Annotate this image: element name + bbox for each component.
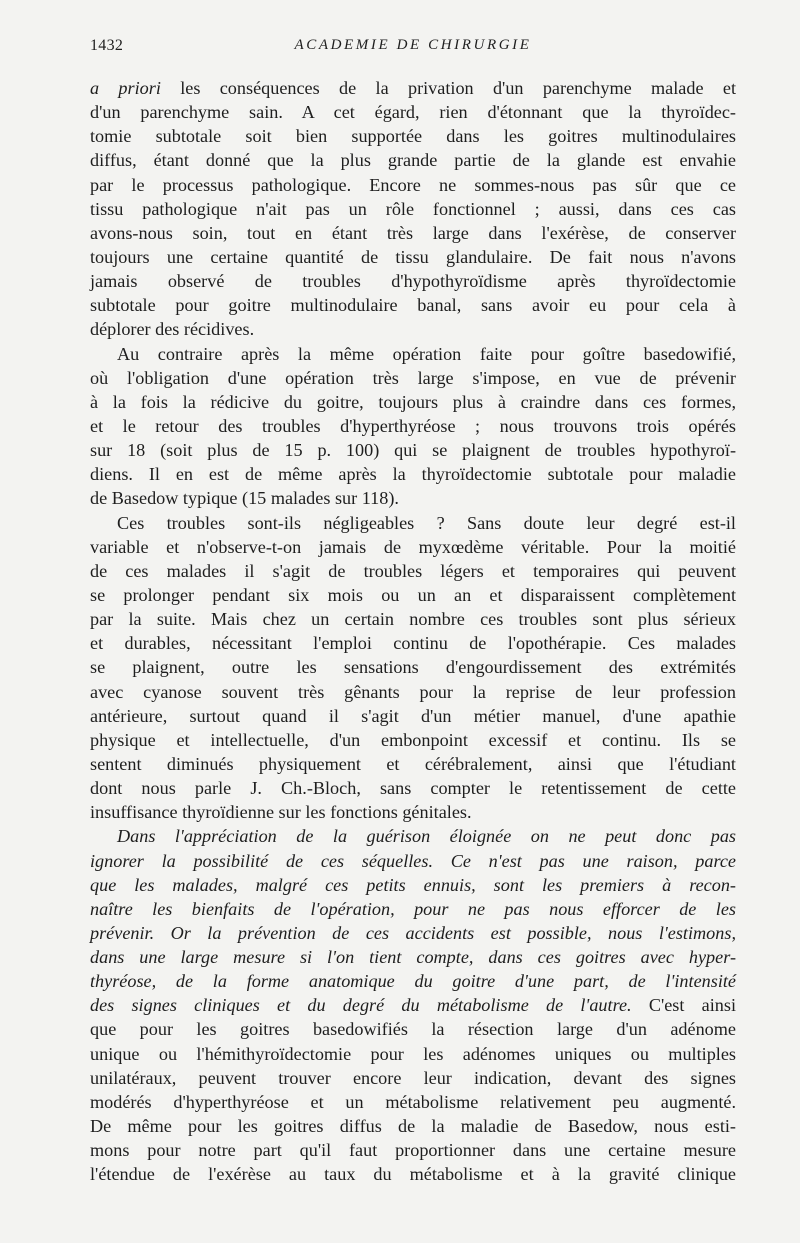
text-line	[90, 993, 736, 1017]
text-segment: les conséquences de la privation d'un parenchyme malade et	[160, 78, 736, 98]
paragraph	[90, 511, 736, 825]
text-line	[90, 607, 736, 631]
text-line	[90, 245, 736, 269]
text-segment: variable et n'observe-t-on jamais de myxœdème véritable. Pour la moitié	[90, 536, 736, 557]
text-segment: de Basedow typique (15 malades sur 118).	[90, 488, 399, 509]
text-line	[90, 680, 736, 704]
text-segment: antérieure, surtout quand il s'agit d'un métier manuel, d'une apathie	[90, 705, 736, 726]
text-line	[90, 776, 736, 800]
text-segment: se plaignent, outre les sensations d'engourdissement des extrémités	[90, 657, 736, 678]
text-segment: tissu pathologique n'ait pas un rôle fonctionnel ; aussi, dans ces cas	[90, 198, 736, 219]
text-line	[90, 824, 736, 848]
text-line	[90, 1114, 736, 1138]
text-segment: physique et intellectuelle, d'un embonpoint excessif et continu. Ils se	[90, 729, 736, 750]
text-line	[90, 173, 736, 197]
text-line	[90, 921, 736, 945]
text-line	[90, 414, 736, 438]
text-line	[90, 366, 736, 390]
paragraph	[90, 342, 736, 511]
text-segment: avons-nous soin, tout en étant très large dans l'exérèse, de conserver	[90, 222, 736, 243]
text-line	[90, 511, 736, 535]
text-line	[90, 317, 736, 341]
paragraph	[90, 76, 736, 342]
text-segment: tomie subtotale soit bien supportée dans les goitres multinodulaires	[90, 126, 736, 147]
text-segment: mons pour notre part qu'il faut proportionner dans une certaine mesure	[90, 1140, 736, 1161]
text-segment: à la fois la rédicive du goitre, toujours plus à craindre dans ces formes,	[90, 391, 736, 412]
text-segment: Ces troubles sont-ils négligeables ? Sans doute leur degré est-il	[117, 512, 736, 533]
italic-text: dans une large mesure si l'on tient compte, dans ces goitres avec hyper-	[90, 947, 736, 968]
text-line	[90, 1090, 736, 1114]
text-line	[90, 1162, 736, 1186]
text-segment: par le processus pathologique. Encore ne sommes-nous pas sûr que ce	[90, 174, 736, 195]
italic-text: thyréose, de la forme anatomique du goitre d'une part, de l'intensité	[90, 971, 736, 992]
text-segment: déplorer des récidives.	[90, 319, 255, 340]
text-segment: de ces malades il s'agit de troubles légers et temporaires qui peuvent	[90, 560, 736, 581]
text-line	[90, 1066, 736, 1090]
text-line	[90, 728, 736, 752]
text-line	[90, 849, 736, 873]
text-segment: et le retour des troubles d'hyperthyréose ; nous trouvons trois opérés	[90, 415, 736, 436]
text-line	[90, 76, 736, 100]
text-segment: l'étendue de l'exérèse au taux du métabolisme et à la gravité clinique	[90, 1164, 736, 1185]
text-line	[90, 293, 736, 317]
text-line	[90, 269, 736, 293]
text-line	[90, 655, 736, 679]
text-line	[90, 1042, 736, 1066]
text-line	[90, 390, 736, 414]
italic-text: des signes cliniques et du degré du métabolisme de l'autre.	[90, 995, 632, 1016]
text-segment: subtotale pour goitre multinodulaire banal, sans avoir eu pour cela à	[90, 295, 736, 316]
text-segment: toujours une certaine quantité de tissu glandulaire. De fait nous n'avons	[90, 246, 736, 267]
text-segment: unilatéraux, peuvent trouver encore leur indication, devant des signes	[90, 1067, 736, 1088]
italic-text: prévenir. Or la prévention de ces accidents est possible, nous l'estimons,	[90, 922, 736, 943]
text-segment: par la suite. Mais chez un certain nombre ces troubles sont plus sérieux	[90, 609, 736, 630]
text-line	[90, 631, 736, 655]
text-line	[90, 438, 736, 462]
text-segment: se prolonger pendant six mois ou un an et disparaissent complètement	[90, 584, 736, 605]
text-segment: diens. Il en est de même après la thyroïdectomie subtotale pour maladie	[90, 464, 736, 485]
text-segment: modérés d'hyperthyréose et un métabolisme relativement peu augmenté.	[90, 1091, 736, 1112]
text-segment: Au contraire après la même opération faite pour goître basedowifié,	[117, 343, 736, 364]
text-segment: unique ou l'hémithyroïdectomie pour les adénomes uniques ou multiples	[90, 1043, 736, 1064]
text-segment: De même pour les goitres diffus de la maladie de Basedow, nous esti-	[90, 1116, 736, 1137]
text-line	[90, 535, 736, 559]
paragraph	[90, 824, 736, 1186]
text-line	[90, 462, 736, 486]
text-segment: insuffisance thyroïdienne sur les fonctions génitales.	[90, 802, 472, 823]
page-header	[90, 37, 736, 61]
text-line	[90, 873, 736, 897]
text-segment: où l'obligation d'une opération très large s'impose, en vue de prévenir	[90, 367, 736, 388]
text-line	[90, 197, 736, 221]
italic-text: a priori	[90, 78, 161, 98]
text-line	[90, 100, 736, 124]
text-line	[90, 583, 736, 607]
text-segment: jamais observé de troubles d'hypothyroïdisme après thyroïdectomie	[90, 271, 736, 292]
body-text	[90, 76, 736, 1186]
text-segment: C'est ainsi	[631, 995, 736, 1016]
text-segment: et durables, nécessitant l'emploi continu de l'opothérapie. Ces malades	[90, 633, 736, 654]
text-segment: diffus, étant donné que la plus grande partie de la glande est envahie	[90, 150, 736, 171]
text-segment: sur 18 (soit plus de 15 p. 100) qui se plaignent de troubles hypothyroï-	[90, 440, 736, 461]
italic-text: Dans l'appréciation de la guérison éloignée on ne peut donc pas	[117, 826, 736, 847]
text-segment: sentent diminués physiquement et cérébralement, ainsi que l'étudiant	[90, 753, 736, 774]
text-line	[90, 704, 736, 728]
text-line	[90, 969, 736, 993]
text-line	[90, 221, 736, 245]
text-line	[90, 486, 736, 510]
text-line	[90, 1017, 736, 1041]
text-line	[90, 124, 736, 148]
text-line	[90, 800, 736, 824]
text-line	[90, 342, 736, 366]
text-segment: d'un parenchyme sain. A cet égard, rien d'étonnant que la thyroïdec-	[90, 102, 736, 123]
page-number: 1432	[90, 37, 124, 54]
text-line	[90, 945, 736, 969]
italic-text: naître les bienfaits de l'opération, pour ne pas nous efforcer de les	[90, 898, 736, 919]
text-segment: dont nous parle J. Ch.-Bloch, sans compter le retentissement de cette	[90, 778, 736, 799]
text-segment: avec cyanose souvent très gênants pour la reprise de leur profession	[90, 681, 736, 702]
italic-text: que les malades, malgré ces petits ennuis, sont les premiers à recon-	[90, 874, 736, 895]
text-line	[90, 559, 736, 583]
text-line	[90, 1138, 736, 1162]
italic-text: ignorer la possibilité de ces séquelles. Ce n'est pas une raison, parce	[90, 850, 736, 871]
running-head: ACADEMIE DE CHIRURGIE	[294, 37, 532, 53]
text-line	[90, 897, 736, 921]
text-line	[90, 148, 736, 172]
text-segment: que pour les goitres basedowifiés la résection large d'un adénome	[90, 1019, 736, 1040]
text-line	[90, 752, 736, 776]
